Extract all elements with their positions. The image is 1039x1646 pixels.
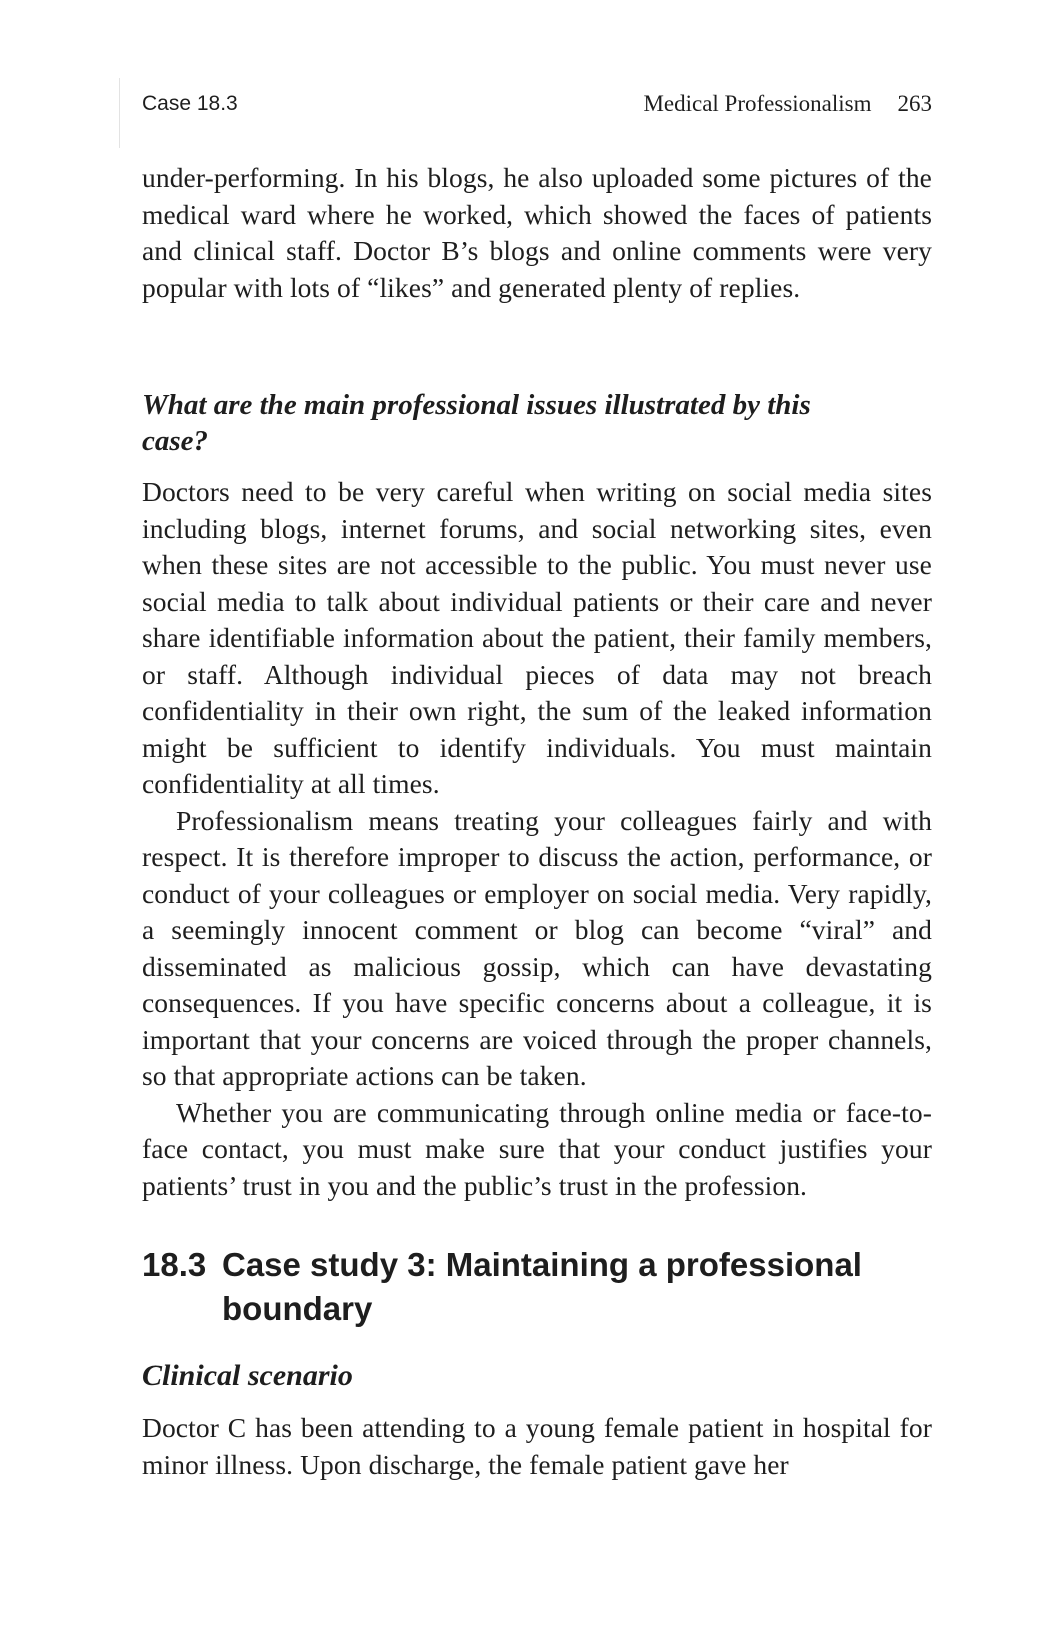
scenario-block [142,1410,932,1483]
section-heading [142,1243,862,1331]
scenario-heading-block [142,1358,932,1394]
question-heading: What are the main professional issues illustrated by this case? [142,389,811,457]
scan-edge-mark [119,78,120,148]
question-block [142,387,842,459]
scenario-heading: Clinical scenario [142,1359,353,1392]
scenario-paragraph: Doctor C has been attending to a young female patient in hospital for minor illness. Upon discharge, the female patient gave her [142,1412,932,1480]
section-heading-block [142,1243,862,1331]
header-case-label: Case 18.3 [142,92,238,115]
section-number: 18.3 [142,1246,207,1283]
intro-paragraph: under-performing. In his blogs, he also uploaded some pictures of the medical ward where he worked, which showed the faces of patients and clinical staff. Doctor B’s blogs and online comments were very popular with lots of “likes” and generated plenty of replies. [142,162,932,303]
paragraph-social-media: Doctors need to be very careful when writing on social media sites including blogs, internet forums, and social networking sites, even when these sites are not accessible to the public. You must never use social media to talk about individual patients or their care and never share identifiable information about the patient, their family members, or staff. Although individual pieces of data may not breach confidentiality in their own right, the sum of the leaked information might be sufficient to identify individuals. You must maintain confidentiality at all times. [142,476,932,799]
paragraph-colleagues: Professionalism means treating your colleagues fairly and with respect. It is therefore improper to discuss the action, performance, or conduct of your colleagues or employer on social media. Very rapidly, a seemingly innocent comment or blog can become “viral” and disseminated as malicious gossip, which can have devastating consequences. If you have specific concerns about a colleague, it is important that your concerns are voiced through the proper channels, so that appropriate actions can be taken. [142,804,932,1091]
paragraph-conduct: Whether you are communicating through online media or face-to-face contact, you must make sure that your conduct justifies your patients’ trust in you and the public’s trust in the profession. [142,1096,932,1201]
header-right [643,84,932,124]
page-number: 263 [897,91,932,116]
header-book-title: Medical Professionalism [643,91,872,116]
discussion-block [142,474,932,1204]
running-header [142,84,932,124]
section-title: Case study 3: Maintaining a professional boundary [222,1246,862,1327]
intro-block [142,160,932,306]
